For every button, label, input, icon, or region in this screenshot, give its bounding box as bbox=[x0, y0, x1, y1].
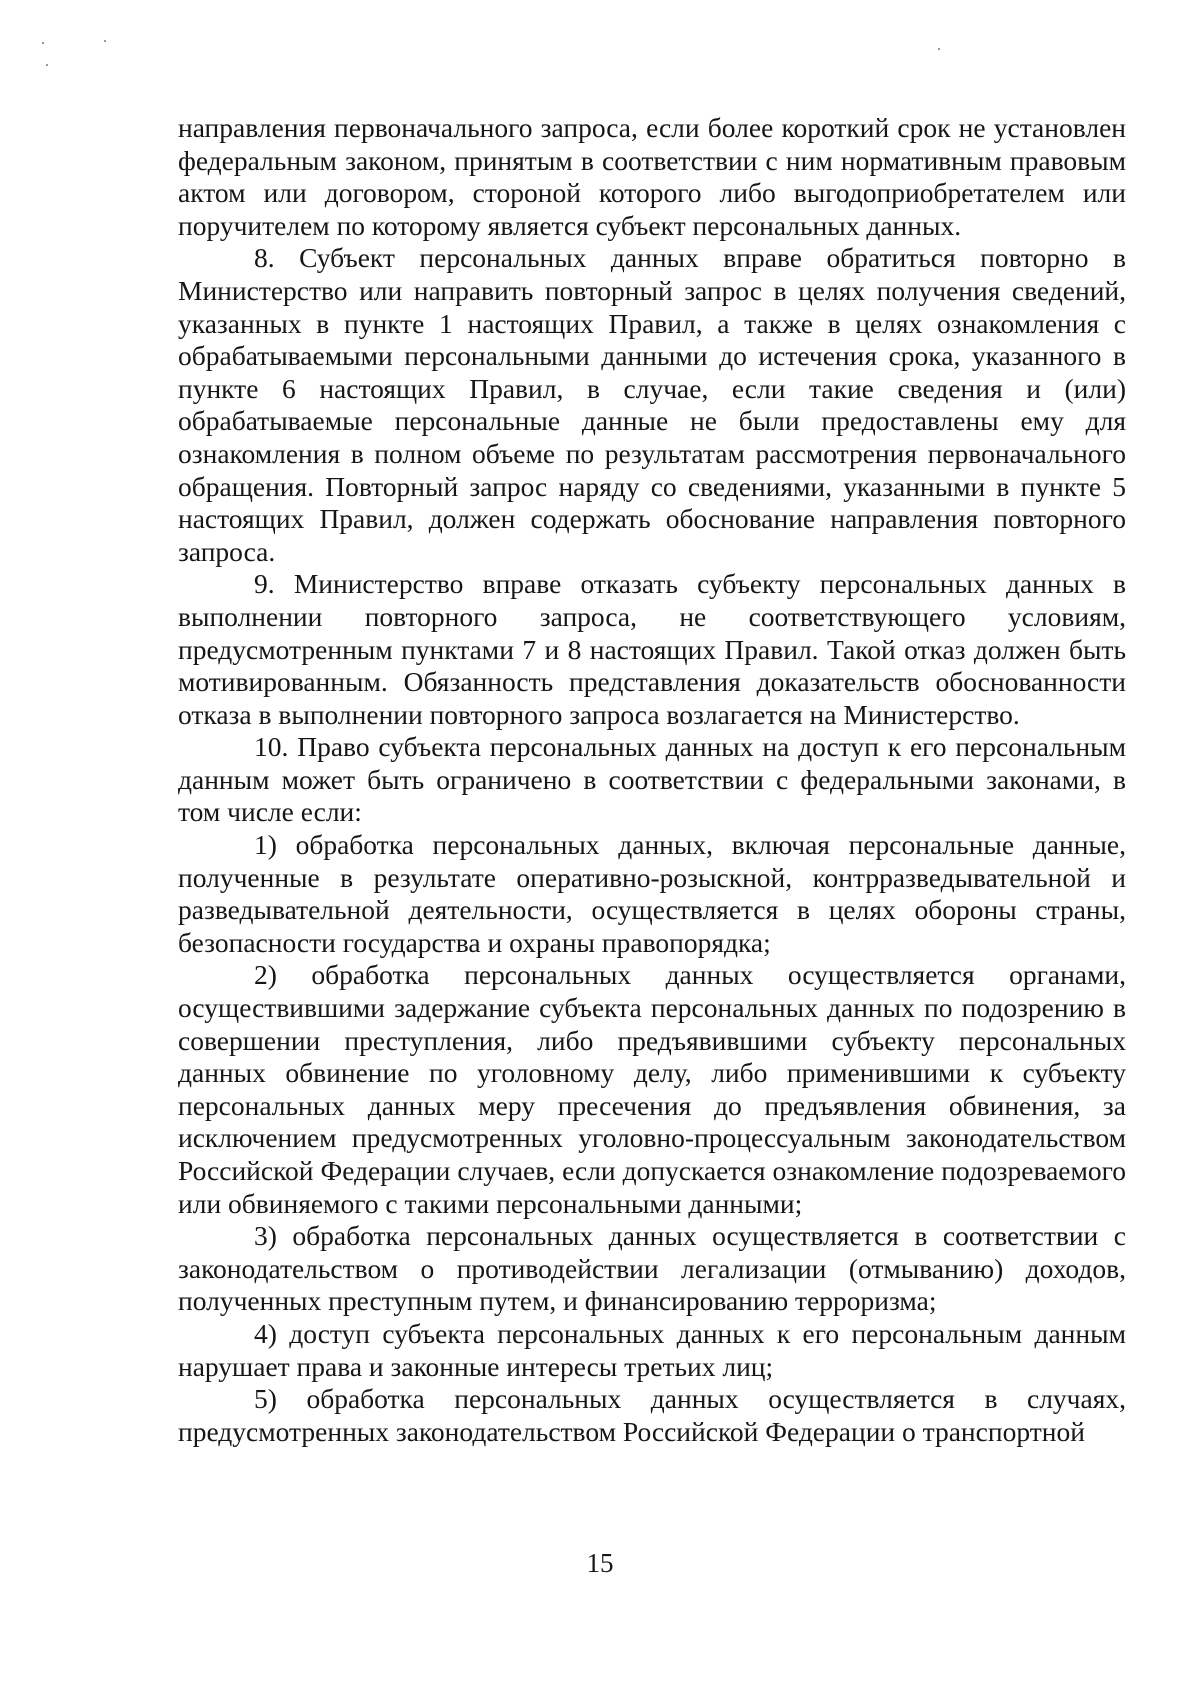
subitem-3: 3) обработка персональных данных осуществляется в соответствии с законодательством о противодействии легализации (отмыванию) доходов, полученных преступным путем, и финансированию терроризма; bbox=[178, 1220, 1126, 1317]
subitem-1: 1) обработка персональных данных, включая персональные данные, полученные в результате оперативно-розыскной, контрразведывательной и разведывательной деятельности, осуществляется в целях обороны страны, безопасности государства и охраны правопорядка; bbox=[178, 829, 1126, 958]
page-number: 15 bbox=[586, 1548, 614, 1578]
paragraph-item-8: 8. Субъект персональных данных вправе обратиться повторно в Министерство или направить повторный запрос в целях получения сведений, указанных в пункте 1 настоящих Правил, а также в целях ознакомления с обрабатываемыми персональными данными до истечения срока, указанного в пункте 6 настоящих Правил, в случае, если такие сведения и (или) обрабатываемые персональные данные не были предоставлены ему для ознакомления в полном объеме по результатам рассмотрения первоначального обращения. Повторный запрос наряду со сведениями, указанными в пункте 5 настоящих Правил, должен содержать обоснование направления повторного запроса. bbox=[178, 242, 1126, 567]
subitem-5: 5) обработка персональных данных осуществляется в случаях, предусмотренных законодательством Российской Федерации о транспортной bbox=[178, 1383, 1126, 1447]
document-body bbox=[178, 112, 1126, 1448]
subitem-4: 4) доступ субъекта персональных данных к его персональным данным нарушает права и законные интересы третьих лиц; bbox=[178, 1317, 1126, 1382]
scan-speck bbox=[938, 48, 940, 50]
paragraph-item-10: 10. Право субъекта персональных данных на доступ к его персональным данным может быть ограничено в соответствии с федеральными законами, в том числе если: bbox=[178, 731, 1126, 828]
subitem-2: 2) обработка персональных данных осуществляется органами, осуществившими задержание субъекта персональных данных по подозрению в совершении преступления, либо предъявившими субъекту персональных данных обвинение по уголовному делу, либо применившими к субъекту персональных данных меру пресечения до предъявления обвинения, за исключением предусмотренных уголовно-процессуальным законодательством Российской Федерации случаев, если допускается ознакомление подозреваемого или обвиняемого с такими персональными данными; bbox=[178, 959, 1126, 1219]
paragraph-continuation: направления первоначального запроса, если более короткий срок не установлен федеральным законом, принятым в соответствии с ним нормативным правовым актом или договором, стороной которого либо выгодоприобретателем или поручителем по которому является субъект персональных данных. bbox=[178, 112, 1126, 241]
scan-speck bbox=[104, 40, 106, 42]
paragraph-item-9: 9. Министерство вправе отказать субъекту персональных данных в выполнении повторного запроса, не соответствующего условиям, предусмотренным пунктами 7 и 8 настоящих Правил. Такой отказ должен быть мотивированным. Обязанность представления доказательств обоснованности отказа в выполнении повторного запроса возлагается на Министерство. bbox=[178, 568, 1126, 730]
scan-speck bbox=[46, 64, 48, 66]
scan-speck bbox=[42, 42, 44, 44]
